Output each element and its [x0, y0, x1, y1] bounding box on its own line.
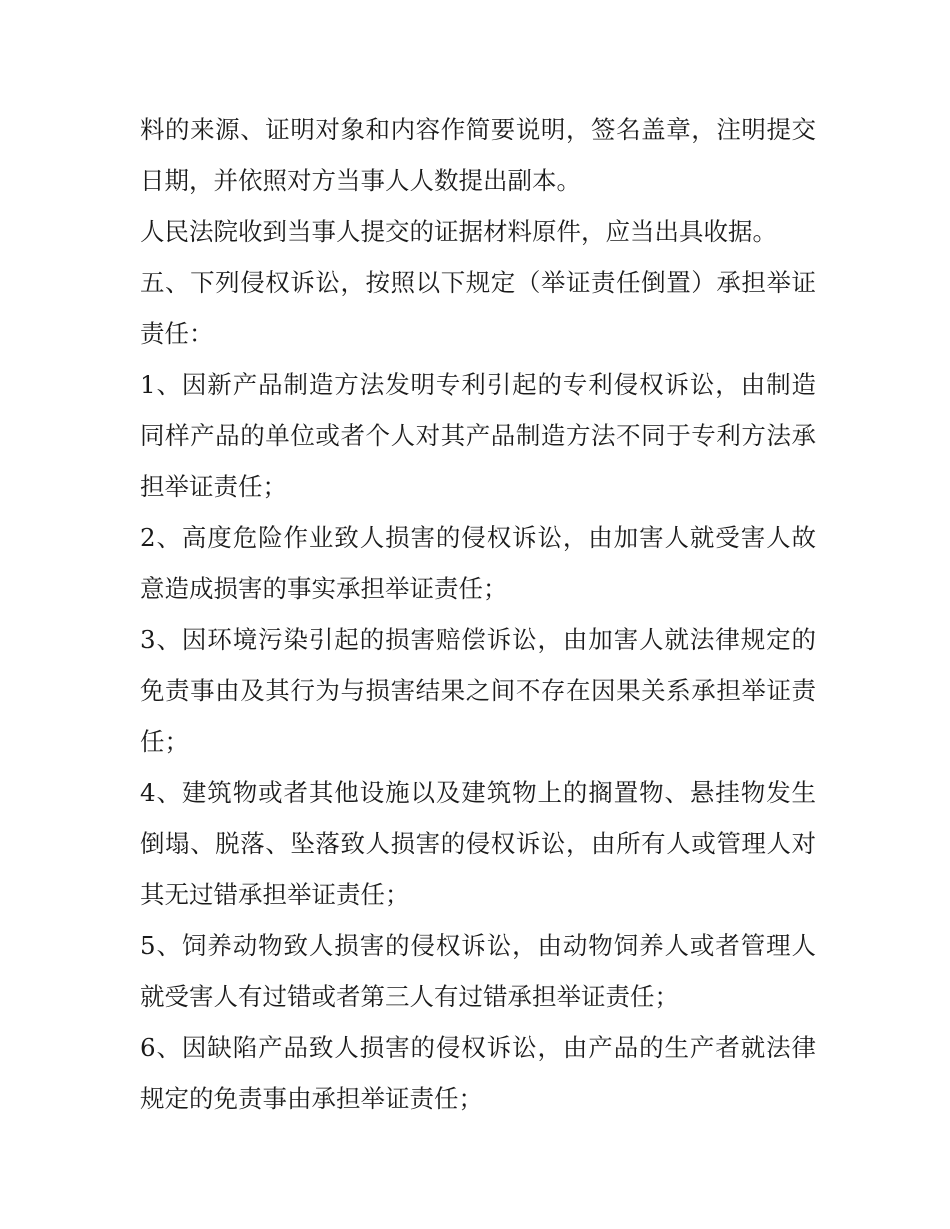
text-line: 1、因新产品制造方法发明专利引起的专利侵权诉讼，由制造 [140, 370, 816, 399]
text-line: 料的来源、证明对象和内容作简要说明，签名盖章，注明提交 [140, 115, 816, 144]
text-line: 其无过错承担举证责任； [140, 880, 410, 909]
text-line: 倒塌、脱落、坠落致人损害的侵权诉讼，由所有人或管理人对 [140, 829, 816, 858]
text-line: 3、因环境污染引起的损害赔偿诉讼，由加害人就法律规定的 [140, 625, 816, 654]
text-line: 任； [140, 727, 189, 756]
paragraph-evidence-submission [140, 104, 816, 206]
list-item-3 [140, 614, 816, 767]
text-line: 免责事由及其行为与损害结果之间不存在因果关系承担举证责 [140, 676, 816, 705]
text-line: 五、下列侵权诉讼，按照以下规定（举证责任倒置）承担举证 [140, 268, 816, 297]
text-line: 意造成损害的事实承担举证责任； [140, 574, 508, 603]
text-line: 2、高度危险作业致人损害的侵权诉讼，由加害人就受害人故 [140, 523, 816, 552]
text-line: 4、建筑物或者其他设施以及建筑物上的搁置物、悬挂物发生 [140, 778, 816, 807]
list-item-1 [140, 359, 816, 512]
text-line: 6、因缺陷产品致人损害的侵权诉讼，由产品的生产者就法律 [140, 1033, 816, 1062]
list-item-6 [140, 1022, 816, 1124]
list-item-4 [140, 767, 816, 920]
list-item-5 [140, 920, 816, 1022]
text-line: 就受害人有过错或者第三人有过错承担举证责任； [140, 982, 679, 1011]
paragraph-section-five-heading [140, 257, 816, 359]
text-line: 责任： [140, 319, 214, 348]
text-line: 5、饲养动物致人损害的侵权诉讼，由动物饲养人或者管理人 [140, 931, 816, 960]
text-line: 日期，并依照对方当事人人数提出副本。 [140, 166, 581, 195]
document-body [140, 104, 816, 1124]
paragraph-receipt [140, 206, 816, 257]
list-item-2 [140, 512, 816, 614]
text-line: 规定的免责事由承担举证责任； [140, 1084, 483, 1113]
text-line: 同样产品的单位或者个人对其产品制造方法不同于专利方法承 [140, 421, 816, 450]
text-line: 人民法院收到当事人提交的证据材料原件，应当出具收据。 [140, 217, 777, 246]
text-line: 担举证责任； [140, 472, 287, 501]
